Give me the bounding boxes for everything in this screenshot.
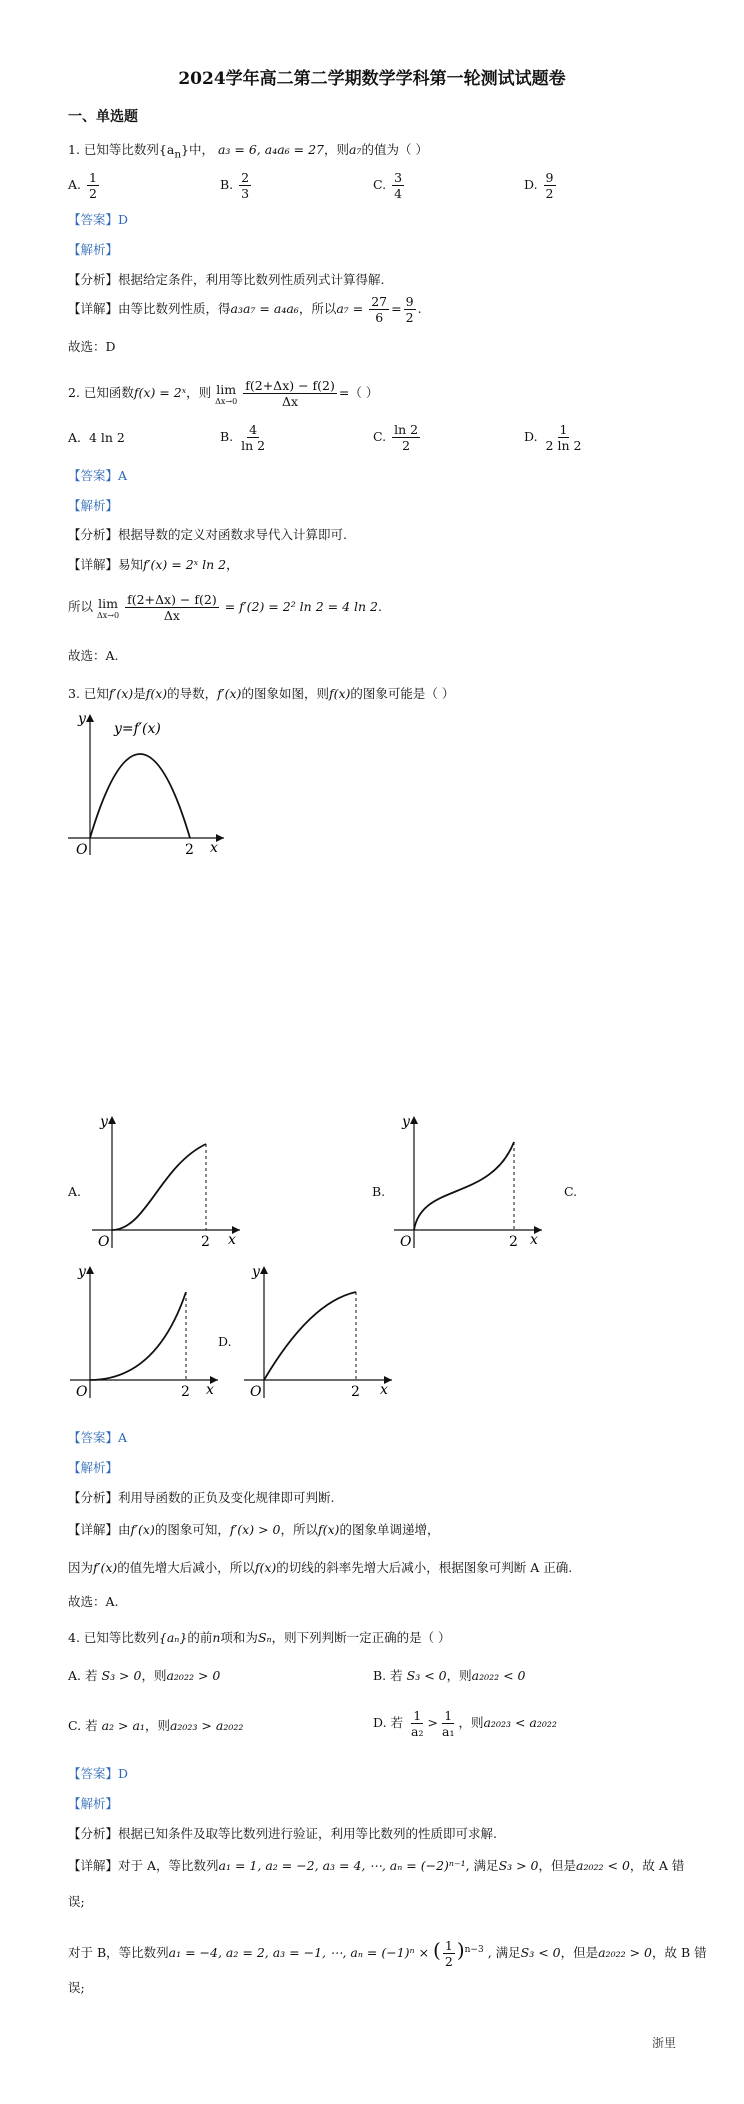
svg-text:2: 2 [509, 1234, 518, 1250]
graph-b-curve [414, 1142, 514, 1230]
q4-stem: 4. 已知等比数列{aₙ}的前n项和为Sₙ，则下列判断一定正确的是（ ） [68, 1630, 451, 1645]
q4-option-a[interactable]: A. 若 S₃ > 0，则a₂₀₂₂ > 0 [68, 1668, 221, 1683]
page-footer: 浙里 [651, 2036, 676, 2050]
tick-2-label: 2 [185, 842, 194, 858]
svg-text:y: y [252, 1264, 260, 1280]
q4-option-c[interactable]: C. 若 a₂ > a₁，则a₂₀₂₃ > a₂₀₂₂ [68, 1718, 244, 1733]
svg-text:x: x [228, 1232, 236, 1248]
q1-answer: 【答案】D [68, 212, 129, 227]
q3-fenxi: 【分析】利用导函数的正负及变化规律即可判断. [68, 1490, 335, 1505]
q3-option-a-graph[interactable] [88, 1112, 248, 1252]
q3-option-a-label[interactable]: A. [68, 1184, 82, 1199]
origin-label: O [76, 842, 88, 858]
svg-text:O: O [76, 1384, 88, 1400]
q2-fenxi: 【分析】根据导数的定义对函数求导代入计算即可. [68, 527, 347, 542]
curve-label: y=f′(x) [114, 721, 161, 737]
graph-d-curve [264, 1292, 356, 1380]
derivative-curve [90, 754, 190, 838]
svg-text:2: 2 [201, 1234, 210, 1250]
q2-guxuan: 故选：A. [68, 648, 119, 663]
svg-text:O: O [250, 1384, 262, 1400]
q3-analysis-label: 【解析】 [68, 1460, 119, 1475]
q4-fenxi: 【分析】根据已知条件及取等比数列进行验证，利用等比数列的性质即可求解. [68, 1826, 497, 1841]
q3-option-b-graph[interactable] [390, 1112, 550, 1252]
q2-option-d[interactable]: D. $\frac{1}{2 \ln 2}$ [524, 422, 582, 453]
q4-analysis-label: 【解析】 [68, 1796, 119, 1811]
q2-option-a[interactable]: A. 4 ln 2 [68, 430, 125, 445]
q1-option-d[interactable]: D. $\frac{9}{2}$ [524, 170, 554, 201]
derivative-graph [62, 710, 232, 860]
y-axis-label: y [78, 711, 86, 727]
svg-text:x: x [530, 1232, 538, 1248]
section-heading: 一、单选题 [68, 109, 138, 125]
q2-option-b[interactable]: B. $\frac{4}{\ln 2}$ [220, 422, 266, 453]
y-axis-arrow [86, 714, 94, 722]
graph-a-curve [112, 1144, 206, 1230]
q2-stem: 2. 已知函数f(x) = 2ˣ，则 lim Δx→0 $\frac{f(2+\Delta x) - f(2)}{\Delta x}$ =（ ） [68, 378, 379, 409]
q3-stem: 3. 已知f′(x)是f(x)的导数，f′(x)的图象如图，则f(x)的图象可能是（ ） [68, 686, 455, 701]
q3-option-d-label[interactable]: D. [218, 1334, 232, 1349]
q3-reason: 因为f′(x)的值先增大后减小，所以f(x)的切线的斜率先增大后减小，根据图象可判断 A 正确. [68, 1560, 573, 1575]
q3-option-c-graph[interactable] [66, 1262, 226, 1402]
q1-analysis-label: 【解析】 [68, 242, 119, 257]
q2-so: 所以 lim Δx→0 $\frac{f(2+\Delta x) - f(2)}{\Delta x}$ = f′(2) = 2² ln 2 = 4 ln 2. [68, 592, 382, 623]
q1-option-c[interactable]: C. $\frac{3}{4}$ [373, 170, 403, 201]
svg-text:2: 2 [181, 1384, 190, 1400]
q1-option-b[interactable]: B. $\frac{2}{3}$ [220, 170, 250, 201]
q2-xiangjie: 【详解】易知f′(x) = 2ˣ ln 2， [68, 557, 239, 572]
q1-stem: 1. 已知等比数列$\{a_n\}$中， a₃ = 6, a₄a₆ = 27，则a₇的值为（ ） [68, 142, 428, 161]
svg-text:x: x [206, 1382, 214, 1398]
q4-option-d[interactable]: D. 若 $\frac{1}{\text{a₂}}$ > $\frac{1}{\text{a₁}}$ ，则a₂₀₂₃ < a₂₀₂₂ [373, 1708, 557, 1739]
q3-xiangjie: 【详解】由f′(x)的图象可知，f′(x) > 0，所以f(x)的图象单调递增， [68, 1522, 440, 1537]
svg-text:y: y [100, 1114, 108, 1130]
q1-xiangjie: 【详解】由等比数列性质，得a₃a₇ = a₄a₆，所以a₇ = $\frac{27}{6}$ = $\frac{9}{2}$ . [68, 294, 422, 325]
svg-text:O: O [400, 1234, 412, 1250]
svg-text:y: y [402, 1114, 410, 1130]
q3-option-b-label[interactable]: B. [372, 1184, 386, 1199]
q2-option-c[interactable]: C. $\frac{\ln 2}{2}$ [373, 422, 419, 453]
svg-text:x: x [380, 1382, 388, 1398]
graph-c-curve [90, 1292, 186, 1380]
svg-text:y: y [78, 1264, 86, 1280]
q3-option-c-label[interactable]: C. [564, 1184, 578, 1199]
q2-answer: 【答案】A [68, 468, 128, 483]
page-title: 2024学年高二第二学期数学学科第一轮测试试题卷 [178, 69, 566, 89]
x-axis-label: x [210, 840, 218, 856]
q3-option-d-graph[interactable] [240, 1262, 400, 1402]
q4-xiangjie-b-cont: 误; [68, 1980, 85, 1995]
q4-xiangjie-a-cont: 误; [68, 1894, 85, 1909]
q4-option-b[interactable]: B. 若 S₃ < 0，则a₂₀₂₂ < 0 [373, 1668, 526, 1683]
q1-fenxi: 【分析】根据给定条件，利用等比数列性质列式计算得解. [68, 272, 385, 287]
q1-option-a[interactable]: A. $\frac{1}{2}$ [68, 170, 97, 201]
svg-text:O: O [98, 1234, 110, 1250]
q4-answer: 【答案】D [68, 1766, 129, 1781]
q4-xiangjie-b: 对于 B，等比数列a₁ = −4, a₂ = 2, a₃ = −1, ⋯, aₙ = (−1)ⁿ × ( $\frac{1}{2}$ )$^{n-3}$ , 满足S₃ < 0，但是a₂₀₂₂ > 0，故 B 错 [68, 1938, 707, 1969]
q1-guxuan: 故选：D [68, 339, 116, 354]
q3-answer: 【答案】A [68, 1430, 128, 1445]
q2-analysis-label: 【解析】 [68, 498, 119, 513]
q4-xiangjie-a: 【详解】对于 A，等比数列a₁ = 1, a₂ = −2, a₃ = 4, ⋯, aₙ = (−2)ⁿ⁻¹, 满足S₃ > 0，但是a₂₀₂₂ < 0，故 A 错 [68, 1858, 685, 1873]
q3-guxuan: 故选：A. [68, 1594, 119, 1609]
svg-text:2: 2 [351, 1384, 360, 1400]
